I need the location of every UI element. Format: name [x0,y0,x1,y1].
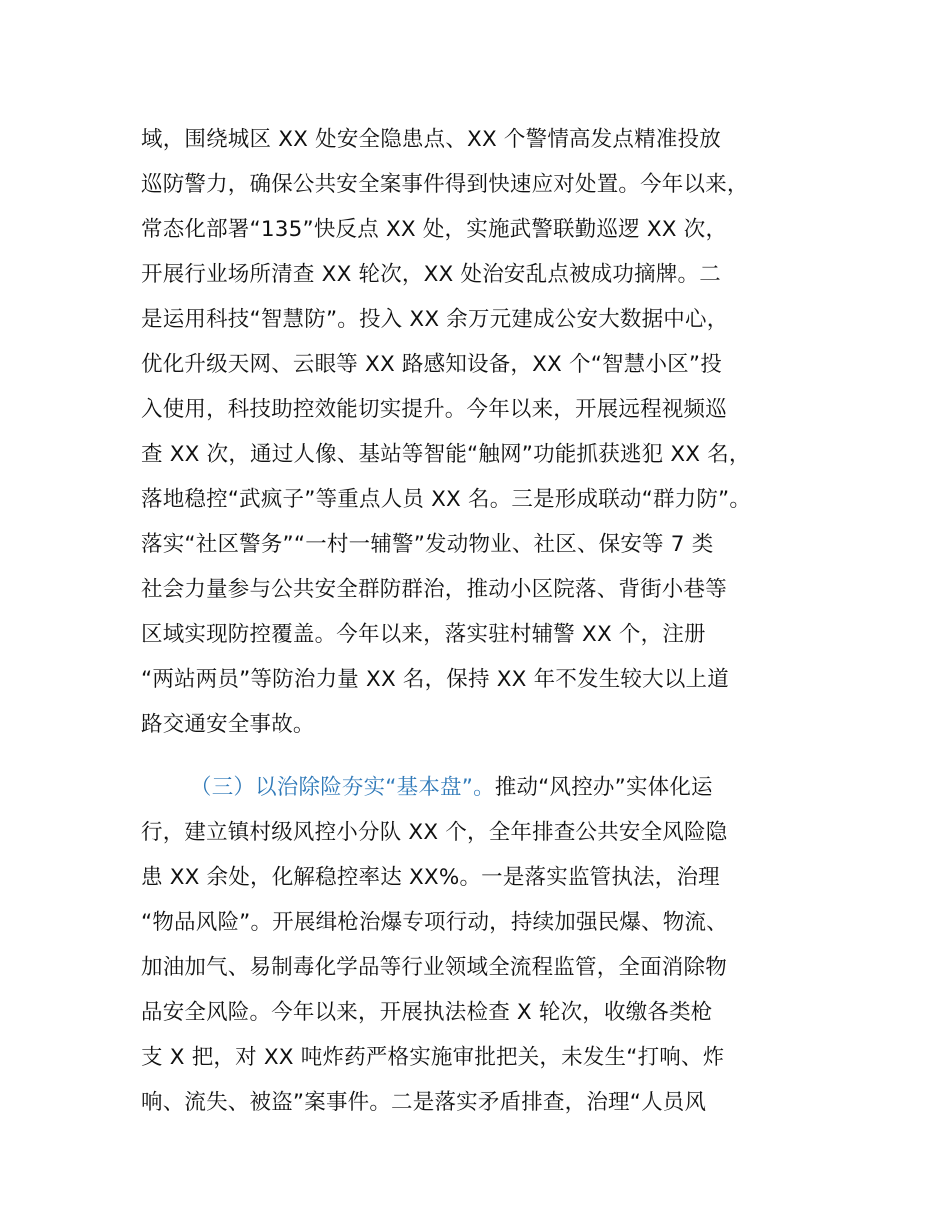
paragraph-2-first-line-text: 推动“风控办”实体化运 [494,775,713,800]
paragraph-1-line: 入使用，科技助控效能切实提升。今年以来，开展远程视频巡 [141,397,727,422]
paragraph-2-line: 支 X 把，对 XX 吨炸药严格实施审批把关，未发生“打响、炸 [141,1045,725,1070]
paragraph-1-line: 查 XX 次，通过人像、基站等智能“触网”功能抓获逃犯 XX 名， [141,442,751,467]
paragraph-1-line: 是运用科技“智慧防”。投入 XX 余万元建成公安大数据中心， [141,307,729,332]
paragraph-1-line: 社会力量参与公共安全群防群治，推动小区院落、背街小巷等 [141,577,727,602]
paragraph-1-line: 落地稳控“武疯子”等重点人员 XX 名。三是形成联动“群力防”。 [141,487,752,512]
paragraph-2-line: “物品风险”。开展缉枪治爆专项行动，持续加强民爆、物流、 [141,910,728,935]
paragraph-1-line: 优化升级天网、云眼等 XX 路感知设备，XX 个“智慧小区”投 [141,352,722,377]
paragraph-1-line: “两站两员”等防治力量 XX 名，保持 XX 年不发生较大以上道 [141,667,729,692]
paragraph-2-line: 响、流失、被盗”案事件。二是落实矛盾排查，治理“人员风 [141,1090,707,1115]
paragraph-2-line: 患 XX 余处，化解稳控率达 XX%。一是落实监管执法，治理 [141,865,720,890]
paragraph-2-line: 品安全风险。今年以来，开展执法检查 X 轮次，收缴各类枪 [141,1000,713,1025]
paragraph-2-first-line [190,770,713,806]
paragraph-1-line: 区域实现防控覆盖。今年以来，落实驻村辅警 XX 个，注册 [141,622,706,647]
paragraph-1-line: 落实“社区警务”“一村一辅警”发动物业、社区、保安等 7 类 [141,532,714,557]
paragraph-1-line: 巡防警力，确保公共安全案事件得到快速应对处置。今年以来， [141,172,749,197]
paragraph-1-line: 开展行业场所清查 XX 轮次，XX 处治安乱点被成功摘牌。二 [141,262,721,287]
paragraph-2-line: 行，建立镇村级风控小分队 XX 个，全年排查公共安全风险隐 [141,820,728,845]
paragraph-1-line: 路交通安全事故。 [141,712,315,737]
paragraph-1-line: 域，围绕城区 XX 处安全隐患点、XX 个警情高发点精准投放 [141,127,721,152]
paragraph-1-line: 常态化部署“135”快反点 XX 处，实施武警联勤巡逻 XX 次， [141,217,728,242]
section-heading: （三）以治除险夯实“基本盘”。 [190,775,495,800]
paragraph-2-line: 加油加气、易制毒化学品等行业领域全流程监管，全面消除物 [141,955,727,980]
